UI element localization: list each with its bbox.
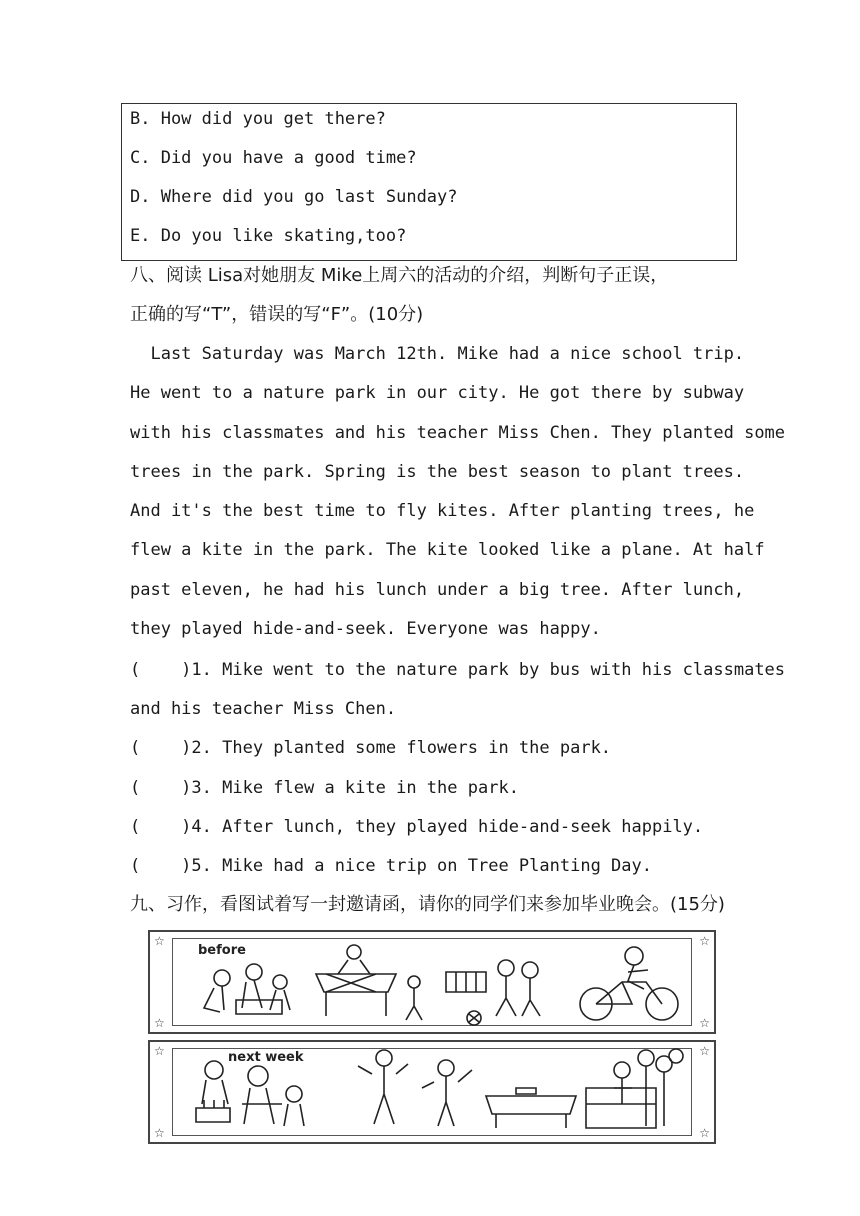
option-c: C. Did you have a good time? — [130, 148, 417, 168]
star-icon: ☆ — [154, 1016, 165, 1030]
question-5: ( )5. Mike had a nice trip on Tree Planting Day. — [130, 856, 652, 876]
option-b: B. How did you get there? — [130, 109, 386, 129]
passage-line: flew a kite in the park. The kite looked like a plane. At half — [130, 540, 765, 561]
passage-line: with his classmates and his teacher Miss Chen. They planted some — [130, 422, 786, 443]
question-1-cont: and his teacher Miss Chen. — [130, 699, 397, 719]
question-3: ( )3. Mike flew a kite in the park. — [130, 778, 519, 798]
passage-line: past eleven, he had his lunch under a big tree. After lunch, — [130, 579, 745, 600]
question-2: ( )2. They planted some flowers in the park. — [130, 738, 612, 758]
star-icon: ☆ — [154, 1126, 165, 1140]
passage-line: Last Saturday was March 12th. Mike had a nice school trip. — [130, 344, 745, 364]
star-icon: ☆ — [699, 934, 710, 948]
passage-line: they played hide-and-seek. Everyone was happy. — [130, 619, 601, 640]
passage-line: He went to a nature park in our city. He got there by subway — [130, 383, 745, 404]
option-d: D. Where did you go last Sunday? — [130, 187, 458, 207]
star-icon: ☆ — [699, 1016, 710, 1030]
picture-strip-before — [148, 930, 716, 1034]
strip-label-next-week: next week — [228, 1050, 304, 1065]
section9-heading: 九、习作，看图试着写一封邀请函，请你的同学们来参加毕业晚会。(15分) — [130, 894, 725, 915]
passage-line: And it's the best time to fly kites. After planting trees, he — [130, 501, 755, 522]
reading-passage — [130, 335, 786, 649]
question-1: ( )1. Mike went to the nature park by bus with his classmates — [130, 660, 786, 680]
star-icon: ☆ — [699, 1126, 710, 1140]
option-e: E. Do you like skating,too? — [130, 226, 407, 246]
star-icon: ☆ — [154, 1044, 165, 1058]
picture-strip-next-week — [148, 1040, 716, 1144]
star-icon: ☆ — [699, 1044, 710, 1058]
passage-line: trees in the park. Spring is the best season to plant trees. — [130, 461, 745, 482]
strip-label-before: before — [198, 943, 246, 958]
section8-heading-line1: 八、阅读 Lisa对她朋友 Mike上周六的活动的介绍，判断句子正误， — [130, 265, 669, 286]
party-scene-illustration — [176, 1048, 696, 1138]
question-4: ( )4. After lunch, they played hide-and-seek happily. — [130, 817, 704, 837]
star-icon: ☆ — [154, 934, 165, 948]
section8-heading-line2: 正确的写“T”，错误的写“F”。(10分) — [130, 304, 424, 325]
before-scene-illustration — [176, 938, 696, 1028]
